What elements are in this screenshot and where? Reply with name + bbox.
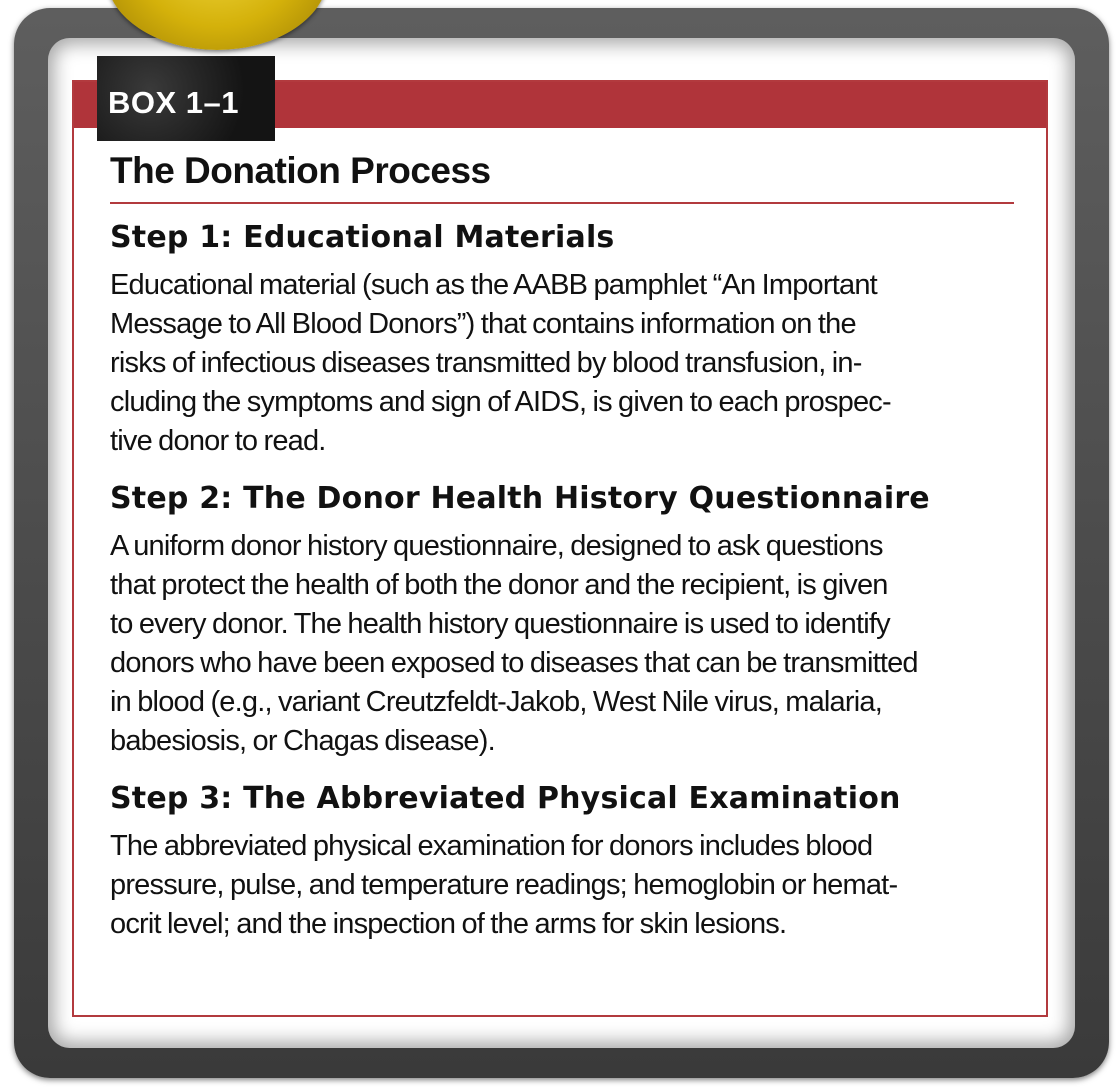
body-line: Message to All Blood Donors”) that contains information on the	[110, 308, 856, 340]
step-heading: Step 3: The Abbreviated Physical Examination	[110, 781, 901, 816]
box-title: The Donation Process	[110, 150, 491, 191]
body-line: risks of infectious diseases transmitted by blood transfusion, in-	[110, 347, 862, 379]
body-line: pressure, pulse, and temperature readings; hemoglobin or hemat-	[110, 869, 898, 901]
step-heading: Step 2: The Donor Health History Questionnaire	[110, 481, 930, 516]
body-line: A uniform donor history questionnaire, designed to ask questions	[110, 530, 883, 562]
step-2	[110, 477, 1018, 761]
body-line: cluding the symptoms and sign of AIDS, is given to each prospec-	[110, 386, 891, 418]
step-1	[110, 216, 1018, 461]
step-body	[110, 266, 1018, 461]
title-divider	[110, 202, 1014, 204]
body-line: tive donor to read.	[110, 425, 326, 457]
body-line: to every donor. The health history questionnaire is used to identify	[110, 608, 890, 640]
step-body	[110, 827, 1018, 944]
step-body	[110, 527, 1018, 761]
body-line: in blood (e.g., variant Creutzfeldt-Jakob, West Nile virus, malaria,	[110, 686, 882, 718]
steps-list	[110, 216, 1018, 960]
body-line: donors who have been exposed to diseases that can be transmitted	[110, 647, 918, 679]
body-line: ocrit level; and the inspection of the arms for skin lesions.	[110, 908, 787, 940]
body-line: babesiosis, or Chagas disease).	[110, 725, 495, 757]
body-line: The abbreviated physical examination for donors includes blood	[110, 830, 873, 862]
body-line: Educational material (such as the AABB pamphlet “An Important	[110, 269, 877, 301]
box-number-label: BOX 1–1	[97, 56, 275, 141]
textbook-box	[72, 80, 1048, 1017]
step-3	[110, 777, 1018, 944]
step-heading: Step 1: Educational Materials	[110, 220, 615, 255]
body-line: that protect the health of both the donor and the recipient, is given	[110, 569, 888, 601]
